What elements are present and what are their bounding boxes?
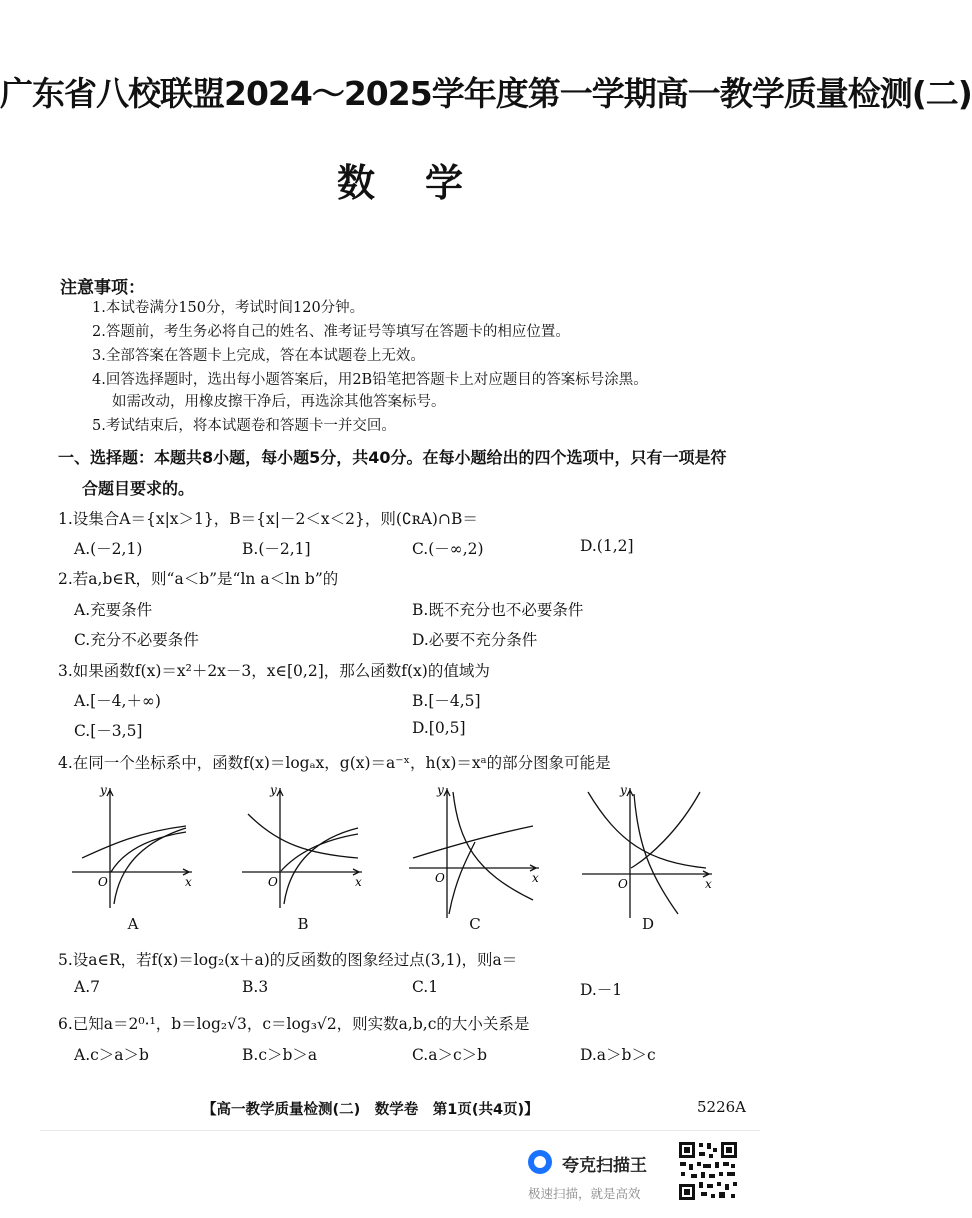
- section-heading: 一、选择题：本题共8小题，每小题5分，共40分。在每小题给出的四个选项中，只有一项是符: [58, 448, 727, 467]
- graph-a-label: A: [127, 915, 139, 933]
- graph-d: [578, 782, 718, 922]
- question-1-option-b: B.(－2,1]: [242, 540, 311, 558]
- question-2-option-a: A.充要条件: [74, 601, 153, 619]
- question-6-option-b: B.c＞b＞a: [242, 1046, 318, 1064]
- page-footer: 【高一教学质量检测(二) 数学卷 第1页(共4页)】: [202, 1102, 539, 1118]
- note-item: 4.回答选择题时，选出每小题答案后，用2B铅笔把答题卡上对应题目的答案标号涂黑。: [92, 372, 648, 388]
- question-2-option-d: D.必要不充分条件: [412, 631, 538, 649]
- graph-b-x: x: [355, 875, 362, 889]
- question-6-option-c: C.a＞c＞b: [412, 1046, 488, 1064]
- graph-d-x: x: [705, 877, 712, 891]
- subject-title: 数学: [336, 161, 513, 205]
- graph-b-label: B: [297, 915, 309, 933]
- question-3-option-d: D.[0,5]: [412, 719, 466, 737]
- question-2-stem: 2.若a,b∈R，则“a＜b”是“ln a＜ln b”的: [58, 570, 339, 588]
- question-1-stem: 1.设集合A＝{x|x＞1}，B＝{x|－2＜x＜2}，则(∁ʀA)∩B＝: [58, 510, 478, 528]
- graph-c-label: C: [469, 915, 481, 933]
- question-5-option-c: C.1: [412, 978, 439, 996]
- question-3-option-b: B.[－4,5]: [412, 692, 481, 710]
- question-5-stem: 5.设a∈R，若f(x)＝log₂(x＋a)的反函数的图象经过点(3,1)，则a＝: [58, 951, 518, 969]
- graph-c-x: x: [532, 871, 539, 885]
- graph-a-x: x: [185, 875, 192, 889]
- question-1-option-a: A.(－2,1): [74, 540, 143, 558]
- graph-d-origin: O: [618, 877, 628, 891]
- quark-logo-icon: [528, 1150, 552, 1174]
- question-1-option-c: C.(－∞,2): [412, 540, 484, 558]
- question-6-option-d: D.a＞b＞c: [580, 1046, 656, 1064]
- graph-a: [68, 782, 198, 912]
- question-5-option-d: D.－1: [580, 981, 623, 999]
- graph-a-y: y: [100, 783, 107, 797]
- question-5-option-b: B.3: [242, 978, 269, 996]
- graph-a-origin: O: [98, 875, 108, 889]
- question-5-option-a: A.7: [74, 978, 100, 996]
- question-2-option-b: B.既不充分也不必要条件: [412, 601, 584, 619]
- graph-b-origin: O: [268, 875, 278, 889]
- graph-c: [405, 782, 545, 922]
- qr-code-icon: [677, 1140, 739, 1202]
- question-6-option-a: A.c＞a＞b: [74, 1046, 149, 1064]
- question-3-stem: 3.如果函数f(x)＝x²＋2x－3，x∈[0,2]，那么函数f(x)的值域为: [58, 662, 490, 680]
- question-2-option-c: C.充分不必要条件: [74, 631, 199, 649]
- note-item: 2.答题前，考生务必将自己的姓名、准考证号等填写在答题卡的相应位置。: [92, 324, 570, 340]
- section-heading-cont: 合题目要求的。: [82, 479, 195, 498]
- watermark-divider: [40, 1130, 760, 1131]
- graph-b: [238, 782, 368, 912]
- question-3-option-a: A.[－4,＋∞): [74, 692, 161, 710]
- note-item: 1.本试卷满分150分，考试时间120分钟。: [92, 300, 365, 316]
- graph-d-label: D: [641, 915, 655, 933]
- exam-title: 广东省八校联盟2024～2025学年度第一学期高一教学质量检测(二): [0, 74, 972, 113]
- graph-b-y: y: [270, 783, 277, 797]
- question-3-option-c: C.[－3,5]: [74, 722, 143, 740]
- note-item: 如需改动，用橡皮擦干净后，再选涂其他答案标号。: [112, 394, 446, 410]
- graph-d-y: y: [620, 783, 627, 797]
- question-1-option-d: D.(1,2]: [580, 537, 634, 555]
- note-item: 3.全部答案在答题卡上完成，答在本试题卷上无效。: [92, 348, 425, 364]
- graph-c-origin: O: [435, 871, 445, 885]
- note-item: 5.考试结束后，将本试题卷和答题卡一并交回。: [92, 418, 396, 434]
- question-6-stem: 6.已知a＝2⁰·¹，b＝log₂√3，c＝log₃√2，则实数a,b,c的大小关系是: [58, 1015, 530, 1033]
- graph-c-y: y: [437, 783, 444, 797]
- watermark-brand: 夸克扫描王: [562, 1156, 647, 1176]
- paper-code: 5226A: [697, 1098, 747, 1116]
- watermark-slogan: 极速扫描，就是高效: [528, 1186, 641, 1201]
- question-4-stem: 4.在同一个坐标系中，函数f(x)＝logₐx，g(x)＝a⁻ˣ，h(x)＝xᵃ的部分图象可能是: [58, 754, 611, 772]
- notes-heading: 注意事项：: [60, 278, 145, 298]
